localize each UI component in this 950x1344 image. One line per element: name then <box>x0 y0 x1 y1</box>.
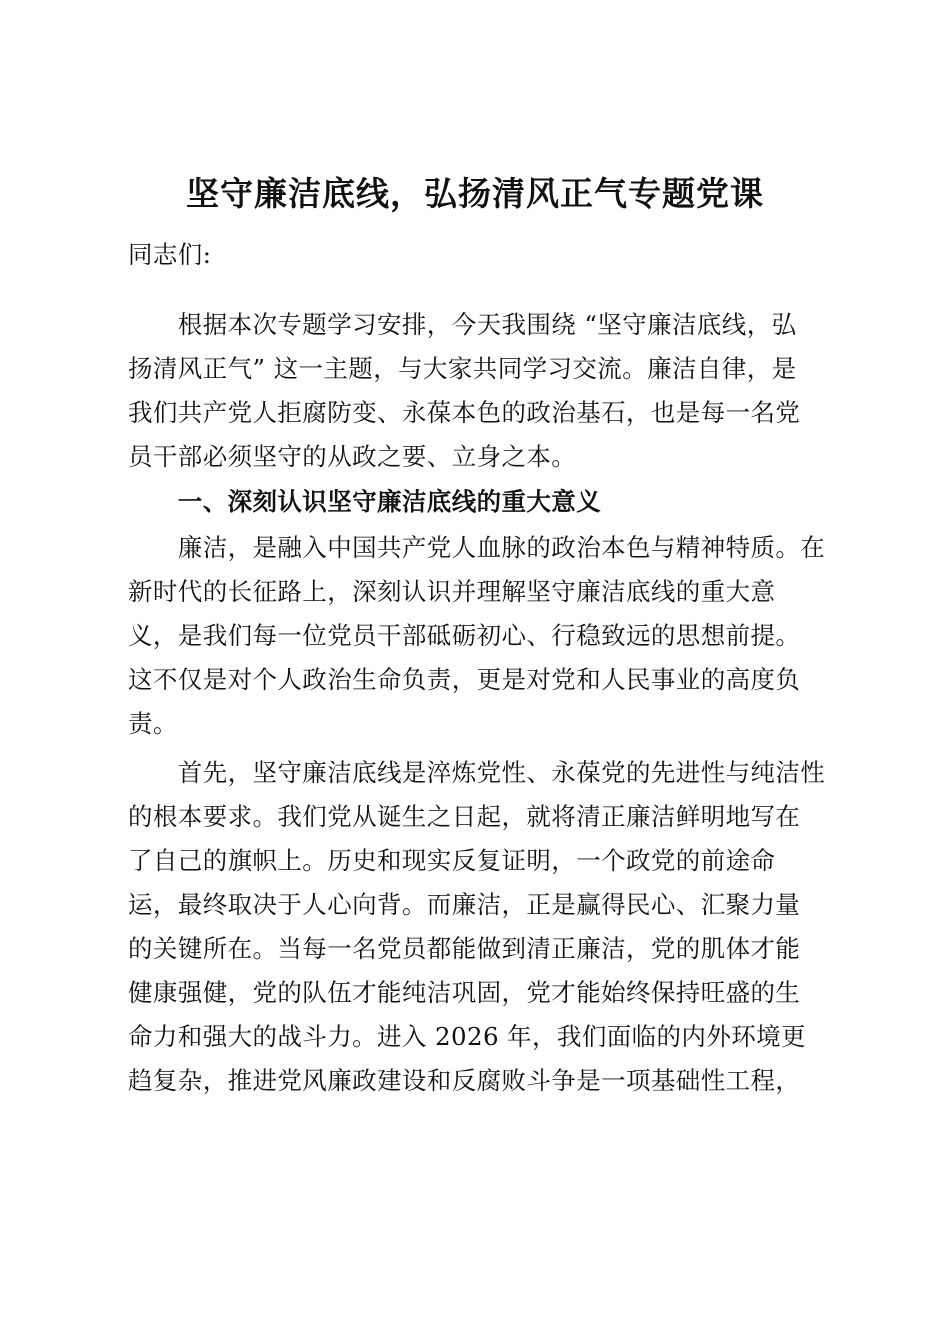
paragraph-line: 首先，坚守廉洁底线是淬炼党性、永葆党的先进性与纯洁性 <box>128 758 826 787</box>
paragraph-line: 运，最终取决于人心向背。而廉洁，正是赢得民心、汇聚力量 <box>128 890 801 919</box>
paragraph-line: 趋复杂，推进党风廉政建设和反腐败斗争是一项基础性工程， <box>128 1066 801 1095</box>
paragraph-line: 廉洁，是融入中国共产党人血脉的政治本色与精神特质。在 <box>128 533 826 562</box>
paragraph-line: 命力和强大的战斗力。进入 2026 年，我们面临的内外环境更 <box>128 1022 806 1051</box>
paragraph-line: 扬清风正气” 这一主题，与大家共同学习交流。廉洁自律，是 <box>128 354 797 383</box>
paragraph-line: 了自己的旗帜上。历史和现实反复证明，一个政党的前途命 <box>128 846 776 875</box>
paragraph-line: 责。 <box>128 709 178 738</box>
paragraph-line: 新时代的长征路上，深刻认识并理解坚守廉洁底线的重大意 <box>128 577 776 606</box>
document-title: 坚守廉洁底线，弘扬清风正气专题党课 <box>186 174 764 213</box>
paragraph-line: 我们共产党人拒腐防变、永葆本色的政治基石，也是每一名党 <box>128 398 801 427</box>
paragraph-line: 根据本次专题学习安排，今天我围绕 “坚守廉洁底线，弘 <box>128 310 797 339</box>
paragraph-line: 的关键所在。当每一名党员都能做到清正廉洁，党的肌体才能 <box>128 934 801 963</box>
paragraph-line: 的根本要求。我们党从诞生之日起，就将清正廉洁鲜明地写在 <box>128 802 801 831</box>
paragraph-line: 健康强健，党的队伍才能纯洁巩固，党才能始终保持旺盛的生 <box>128 978 801 1007</box>
salutation: 同志们: <box>128 240 212 269</box>
paragraph-line: 义，是我们每一位党员干部砥砺初心、行稳致远的思想前提。 <box>128 621 801 650</box>
paragraph-line: 这不仅是对个人政治生命负责，更是对党和人民事业的高度负 <box>128 665 801 694</box>
section-heading: 一、深刻认识坚守廉洁底线的重大意义 <box>128 487 602 516</box>
paragraph-line: 员干部必须坚守的从政之要、立身之本。 <box>128 442 577 471</box>
